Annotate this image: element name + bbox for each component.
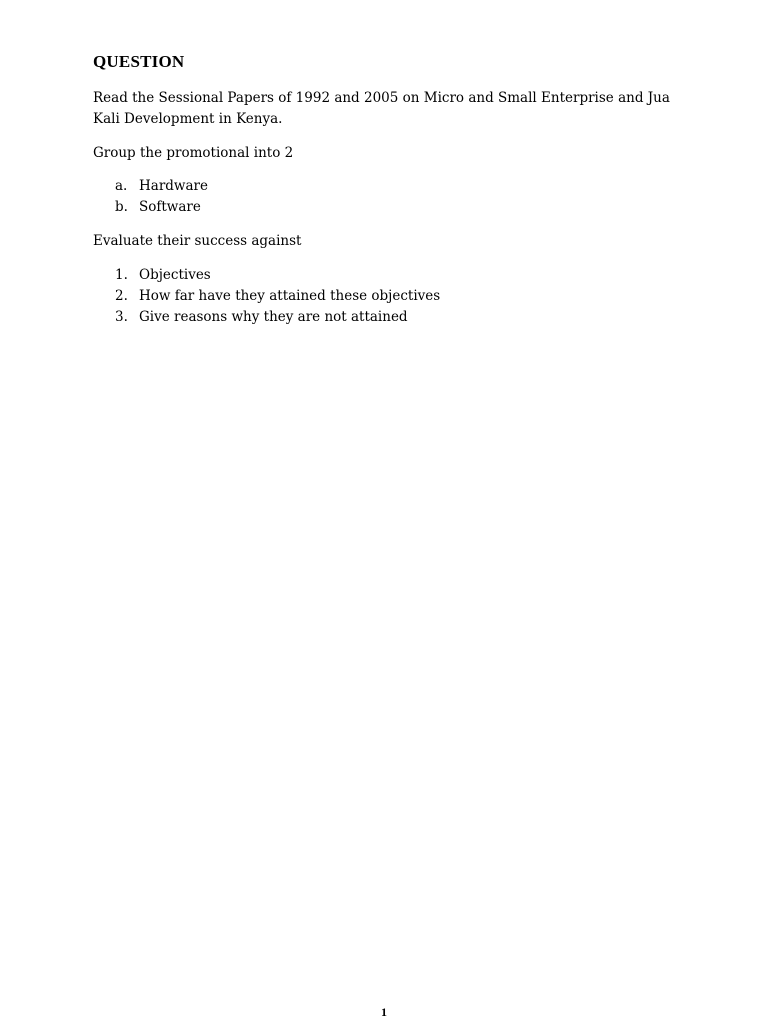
grouping-instruction: Group the promotional into 2 [93,145,294,161]
intro-paragraph: Read the Sessional Papers of 1992 and 2005 on Micro and Small Enterprise and Jua Kali Development in Kenya. [93,90,670,127]
list-marker: 3. [115,309,128,325]
list-item-text: Hardware [139,178,208,194]
list-marker: b. [115,199,128,215]
list-marker: 1. [115,267,128,283]
list-item-text: Give reasons why they are not attained [139,309,408,325]
question-heading: QUESTION [93,52,185,71]
list-marker: 2. [115,288,128,304]
list-item-text: Objectives [139,267,211,283]
evaluation-instruction: Evaluate their success against [93,233,302,249]
list-marker: a. [115,178,128,194]
list-item-text: Software [139,199,201,215]
list-item-text: How far have they attained these objectives [139,288,441,304]
page-number: 1 [381,1005,387,1019]
